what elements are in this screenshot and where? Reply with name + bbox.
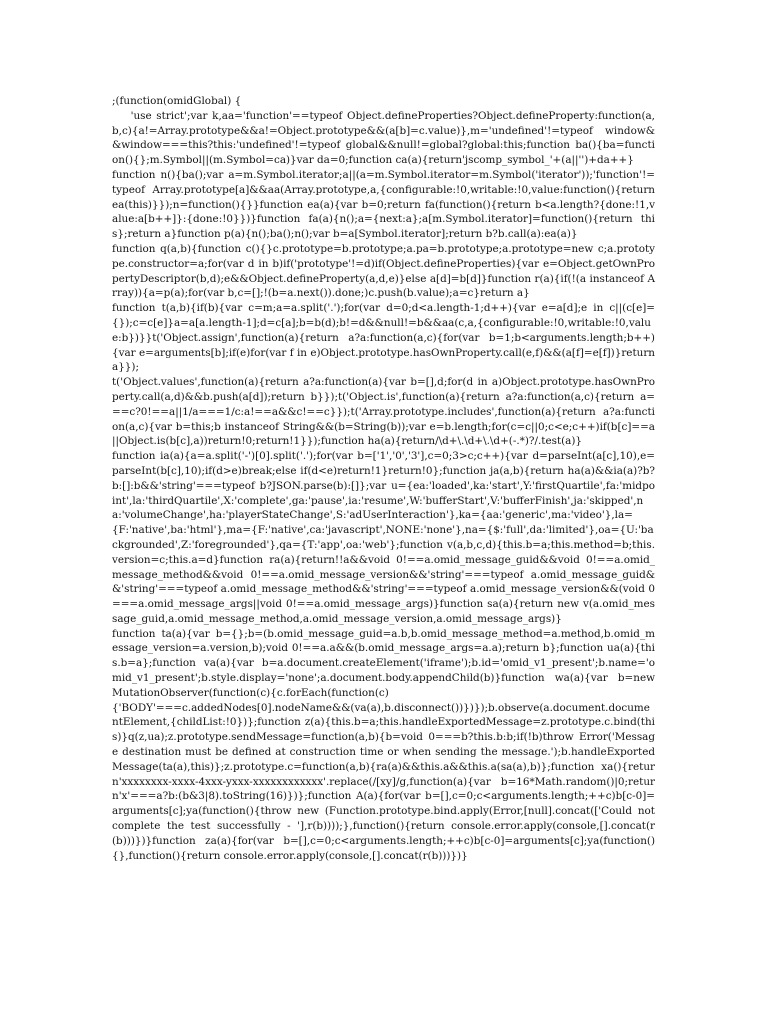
code-paragraph: function ia(a){a=a.split('-')[0].split('.');for(var b=['1','0','3'],c=0;3>c;c++){var d=parseInt(a[c],10),e=parseInt(b[c],10);if(d>e)break;else if(d<e)return!1}return!0};function ja(a,b){return ha(a)&&ia(a)?b?b:[]:b&&'string'===typeof b?JSON.parse(b):[]};var u={ea:'loaded',ka:'start',Y:'firstQuartile',fa:'midpoint',la:'thirdQuartile',X:'complete',ga:'pause',ia:'resume',W:'bufferStart',V:'bufferFinish',ja:'skipped',na:'volumeChange',ha:'playerStateChange',S:'adUserInteraction'},ka={aa:'generic',ma:'video'},la={F:'native',ba:'html'},ma={F:'native',ca:'javascript',NONE:'none'},na={$:'full',da:'limited'},oa={U:'backgrounded',Z:'foregrounded'},qa={T:'app',oa:'web'};function v(a,b,c,d){this.b=a;this.method=b;this.version=c;this.a=d}function ra(a){return!!a&&void 0!==a.omid_message_guid&&void 0!==a.omid_message_method&&void 0!==a.omid_message_version&&'string'===typeof a.omid_message_guid&&'string'===typeof a.omid_message_method&&'string'===typeof a.omid_message_version&&(void 0===a.omid_message_args||void 0!==a.omid_message_args)}function sa(a){return new v(a.omid_message_guid,a.omid_message_method,a.omid_message_version,a.omid_message_args)}	[112, 450, 655, 625]
document-page	[112, 94, 659, 863]
code-paragraph: function ta(a){var b={};b=(b.omid_message_guid=a.b,b.omid_message_method=a.method,b.omid_message_version=a.version,b);void 0!==a.a&&(b.omid_message_args=a.a);return b};function ua(a){this.b=a};function va(a){var b=a.document.createElement('iframe');b.id='omid_v1_present';b.name='omid_v1_present';b.style.display='none';a.document.body.appendChild(b)}function wa(a){var b=new MutationObserver(function(c){c.forEach(function(c)	[112, 627, 659, 699]
code-paragraph: t('Object.values',function(a){return a?a:function(a){var b=[],d;for(d in a)Object.prototype.hasOwnProperty.call(a,d)&&b.push(a[d]);return b}});t('Object.is',function(a){return a?a:function(a,c){return a===c?0!==a||1/a===1/c:a!==a&&c!==c}});t('Array.prototype.includes',function(a){return a?a:function(a,c){var b=this;b instanceof String&&(b=String(b));var e=b.length;for(c=c||0;c<e;c++)if(b[c]==a||Object.is(b[c],a))return!0;return!1}});function ha(a){return/\d+\.\d+\.\d+(-.*)?/.test(a)}	[112, 376, 655, 448]
code-paragraph: function n(){ba();var a=m.Symbol.iterator;a||(a=m.Symbol.iterator=m.Symbol('iterator'));'function'!=typeof Array.prototype[a]&&aa(Array.prototype,a,{configurable:!0,writable:!0,value:function(){return ea(this)}});n=function(){}}function ea(a){var b=0;return fa(function(){return b<a.length?{done:!1,value:a[b++]}:{done:!0}})}function fa(a){n();a={next:a};a[m.Symbol.iterator]=function(){return this};return a}function p(a){n();ba();n();var b=a[Symbol.iterator];return b?b.call(a):ea(a)}	[112, 168, 659, 241]
code-paragraph: {'BODY'===c.addedNodes[0].nodeName&&(va(a),b.disconnect())})});b.observe(a.document.documentElement,{childList:!0})};function z(a){this.b=a;this.handleExportedMessage=z.prototype.c.bind(this)}q(z,ua);z.prototype.sendMessage=function(a,b){b=void 0===b?this.b:b;if(!b)throw Error('Message destination must be defined at construction time or when sending the message.');b.handleExportedMessage(ta(a),this)};z.prototype.c=function(a,b){ra(a)&&this.a&&this.a(sa(a),b)};function xa(){return'xxxxxxxx-xxxx-4xxx-yxxx-xxxxxxxxxxxx'.replace(/[xy]/g,function(a){var b=16*Math.random()|0;return'x'===a?b:(b&3|8).toString(16)})};function A(a){for(var b=[],c=0;c<arguments.length;++c)b[c-0]=arguments[c];ya(function(){throw new (Function.prototype.bind.apply(Error,[null].concat(['Could not complete the test successfully - '],r(b))));},function(){return console.error.apply(console,[].concat(r(b)))})}function za(a){for(var b=[],c=0;c<arguments.length;++c)b[c-0]=arguments[c];ya(function(){},function(){return console.error.apply(console,[].concat(r(b)))})}	[112, 701, 659, 862]
code-paragraph: function t(a,b){if(b){var c=m;a=a.split('.');for(var d=0;d<a.length-1;d++){var e=a[d];e in c||(c[e]={});c=c[e]}a=a[a.length-1];d=c[a];b=b(d);b!=d&&null!=b&&aa(c,a,{configurable:!0,writable:!0,value:b})}}t('Object.assign',function(a){return a?a:function(a,c){for(var b=1;b<arguments.length;b++){var e=arguments[b];if(e)for(var f in e)Object.prototype.hasOwnProperty.call(e,f)&&(a[f]=e[f])}return a}});	[112, 302, 659, 374]
code-paragraph: function q(a,b){function c(){}c.prototype=b.prototype;a.pa=b.prototype;a.prototype=new c;a.prototype.constructor=a;for(var d in b)if('prototype'!=d)if(Object.defineProperties){var e=Object.getOwnPropertyDescriptor(b,d);e&&Object.defineProperty(a,d,e)}else a[d]=b[d]}function r(a){if(!(a instanceof Array)){a=p(a);for(var b,c=[];!(b=a.next()).done;)c.push(b.value);a=c}return a}	[112, 242, 655, 300]
code-paragraph: ;(function(omidGlobal) { 'use strict';var k,aa='function'==typeof Object.defineProperties?Object.defineProperty:function(a,b,c){a!=Array.prototype&&a!=Object.prototype&&(a[b]=c.value)},m='undefined'!=typeof window&&window===this?this:'undefined'!=typeof global&&null!=global?global:this;function ba(){ba=function(){};m.Symbol||(m.Symbol=ca)}var da=0;function ca(a){return'jscomp_symbol_'+(a||'')+da++}	[112, 95, 655, 167]
